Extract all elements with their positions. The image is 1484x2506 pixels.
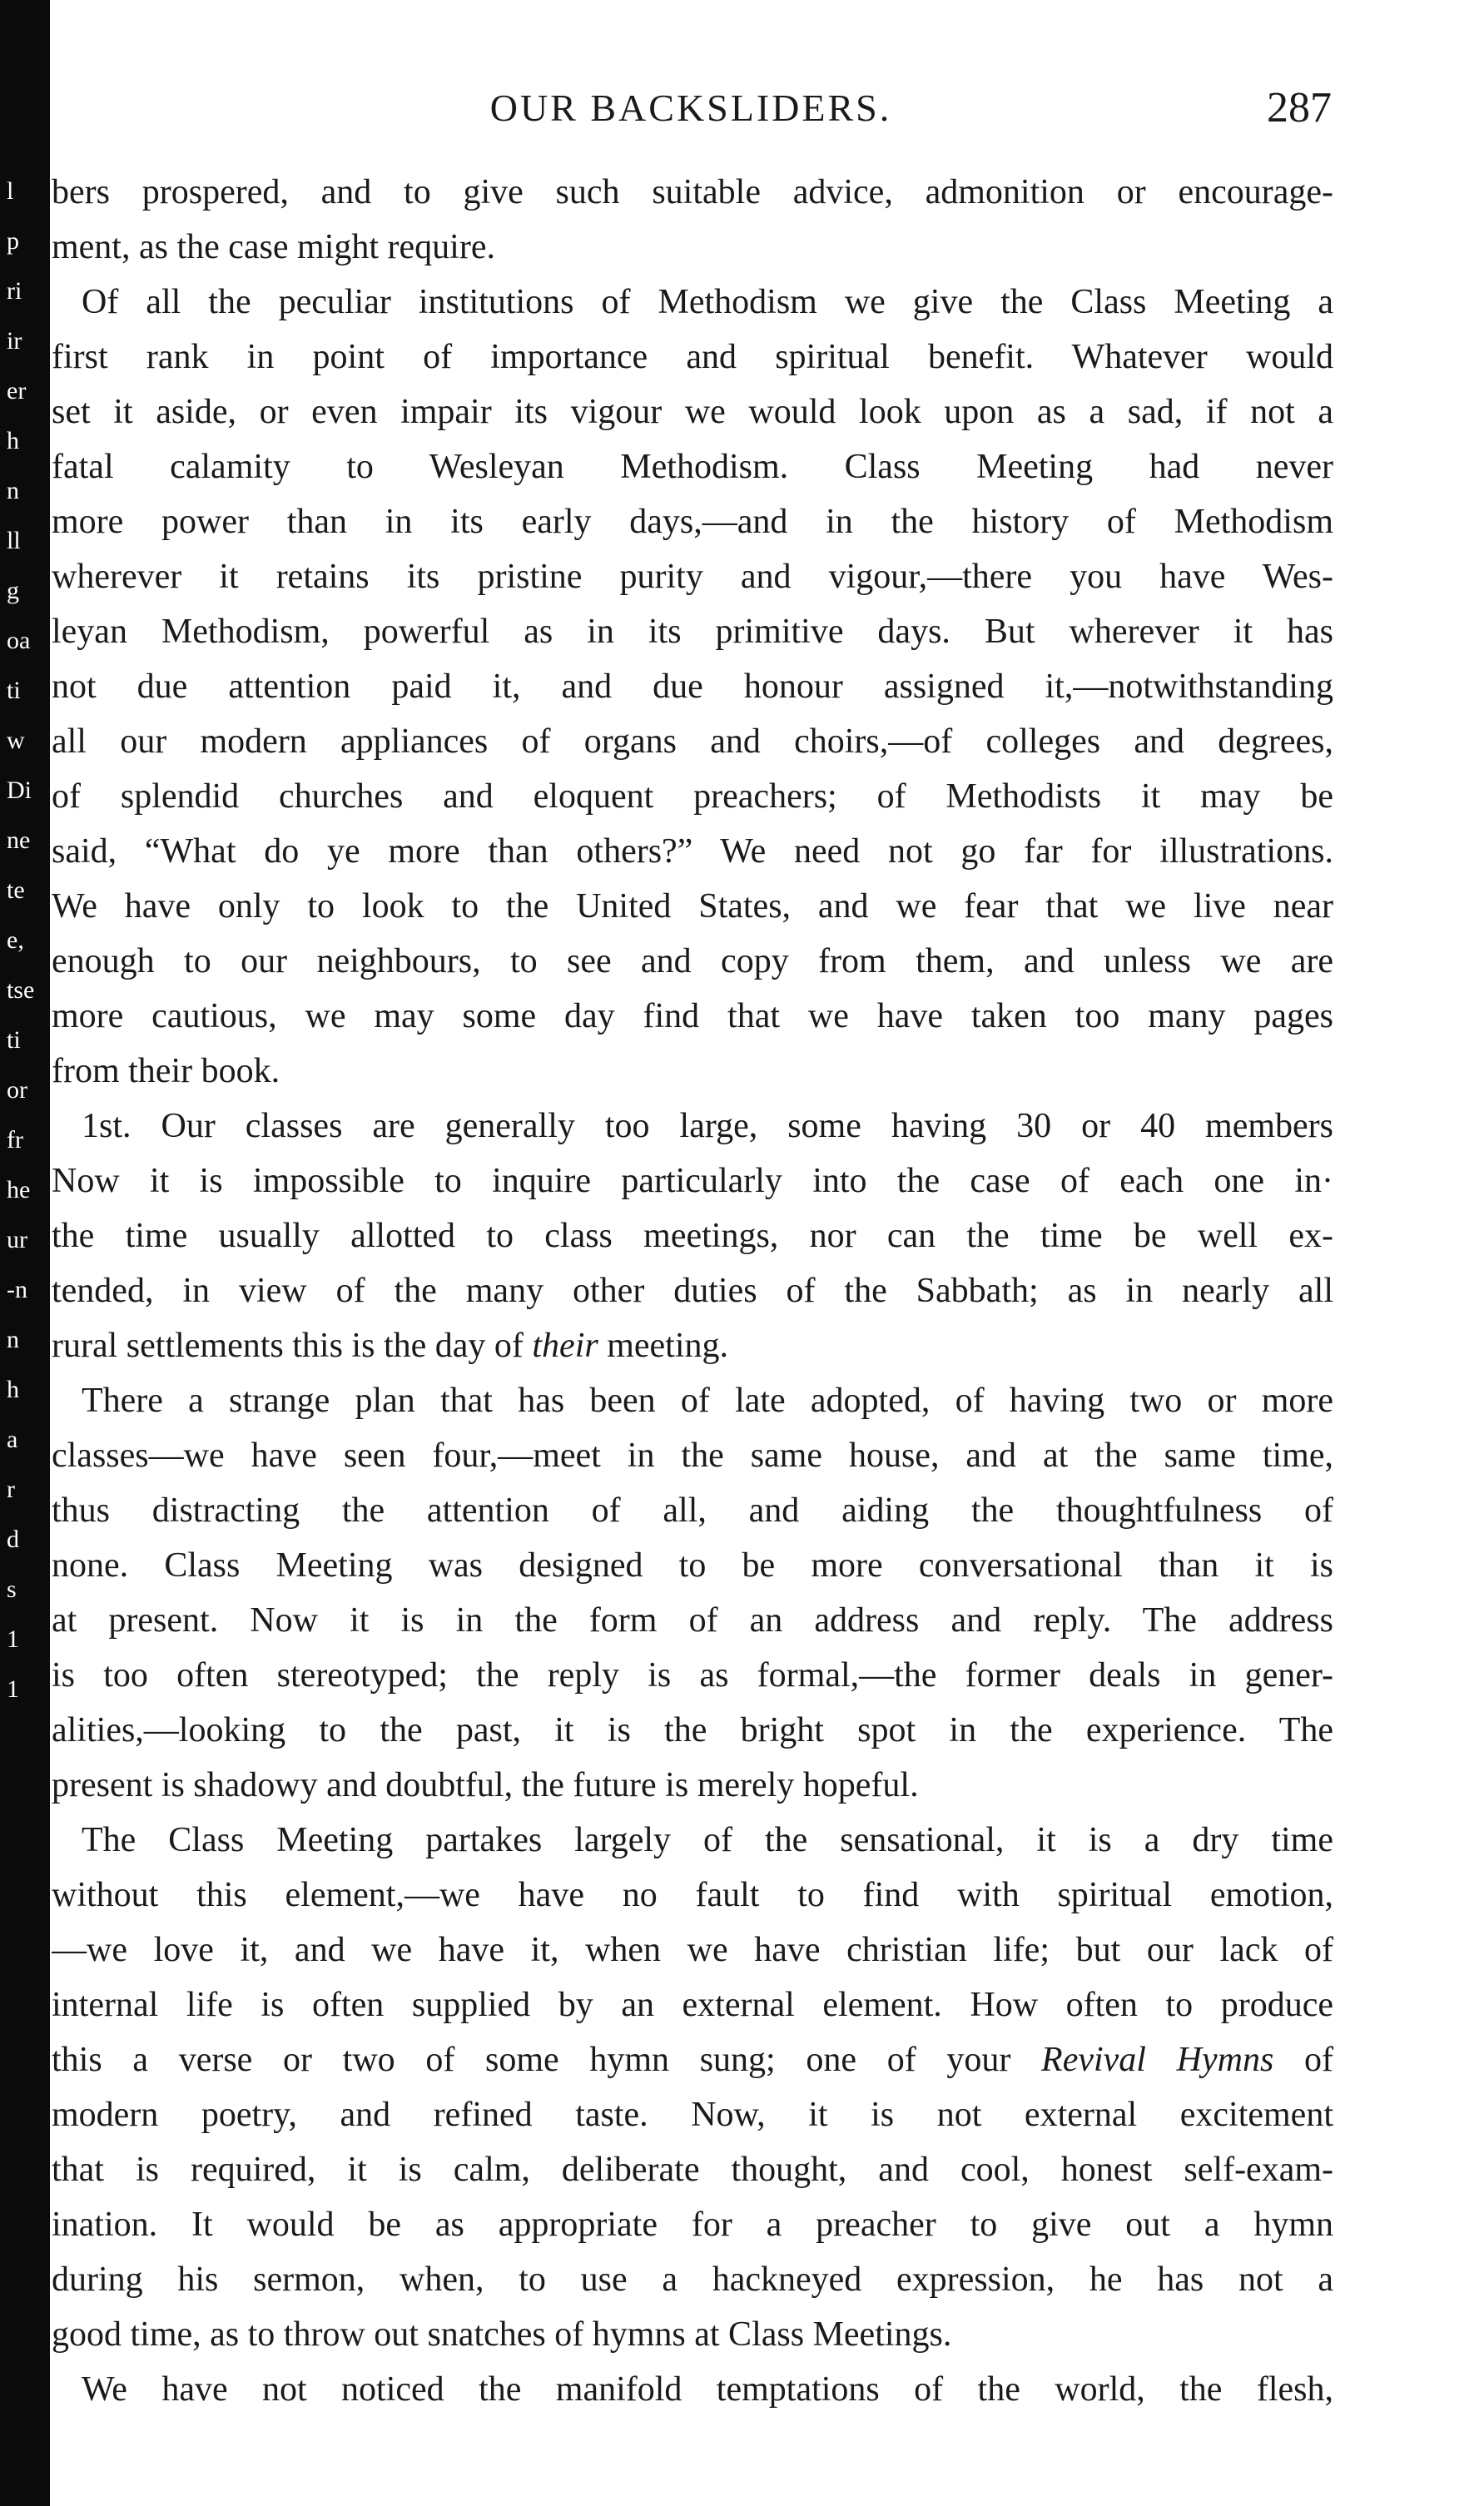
margin-fragment: r bbox=[7, 1476, 15, 1503]
margin-fragments bbox=[7, 166, 57, 2164]
margin-fragment: d bbox=[7, 1526, 19, 1553]
text-line: ment, as the case might require. bbox=[52, 228, 495, 266]
margin-fragment: -n bbox=[7, 1276, 27, 1303]
paragraph bbox=[52, 1099, 1333, 1813]
text-line: ination. It would be as appropriate for a preacher to give out a hymn bbox=[52, 2206, 1333, 2244]
margin-fragment: te bbox=[7, 876, 25, 904]
text-run: of bbox=[1273, 2041, 1333, 2079]
text-line: modern poetry, and refined taste. Now, it is not external excitement bbox=[52, 2096, 1333, 2134]
text-line bbox=[52, 1318, 1333, 1373]
text-line: from their book. bbox=[52, 1052, 280, 1090]
text-line: leyan Methodism, powerful as in its primitive days. But wherever it has bbox=[52, 613, 1333, 651]
page-number: 287 bbox=[1267, 84, 1332, 132]
running-head bbox=[50, 83, 1332, 133]
margin-fragment: w bbox=[7, 727, 25, 754]
text-line: fatal calamity to Wesleyan Methodism. Class Meeting had never bbox=[52, 448, 1333, 486]
margin-fragment: n bbox=[7, 477, 19, 504]
text-line: first rank in point of importance and spiritual benefit. Whatever would bbox=[52, 338, 1333, 376]
margin-fragment: ir bbox=[7, 327, 22, 355]
body-text bbox=[52, 165, 1333, 2417]
text-line: alities,—looking to the past, it is the bright spot in the experience. The bbox=[52, 1711, 1333, 1749]
text-line: thus distracting the attention of all, and aiding the thoughtfulness of bbox=[52, 1491, 1333, 1530]
text-line: enough to our neighbours, to see and copy from them, and unless we are bbox=[52, 942, 1333, 980]
text-line: of splendid churches and eloquent preachers; of Methodists it may be bbox=[52, 777, 1333, 816]
margin-fragment: 1 bbox=[7, 1625, 19, 1653]
margin-fragment: h bbox=[7, 427, 19, 454]
text-line: not due attention paid it, and due honour assigned it,—notwithstanding bbox=[52, 667, 1333, 706]
margin-fragment: oa bbox=[7, 627, 31, 654]
text-line: —we love it, and we have it, when we have christian life; but our lack of bbox=[52, 1931, 1333, 1969]
text-line: bers prospered, and to give such suitable advice, admonition or encourage- bbox=[52, 173, 1333, 211]
margin-fragment: 1 bbox=[7, 1675, 19, 1703]
text-line: that is required, it is calm, deliberate thought, and cool, honest self-exam- bbox=[52, 2151, 1333, 2189]
margin-fragment: s bbox=[7, 1576, 17, 1603]
margin-fragment: ne bbox=[7, 826, 31, 854]
paragraph bbox=[52, 2362, 1333, 2417]
text-line: at present. Now it is in the form of an address and reply. The address bbox=[52, 1601, 1333, 1640]
text-line: 1st. Our classes are generally too large, some having 30 or 40 members bbox=[82, 1107, 1333, 1145]
text-line: We have not noticed the manifold temptations of the world, the flesh, bbox=[82, 2370, 1333, 2409]
text-line: set it aside, or even impair its vigour we would look upon as a sad, if not a bbox=[52, 393, 1333, 431]
margin-fragment: ur bbox=[7, 1226, 27, 1253]
text-line: without this element,—we have no fault to find with spiritual emotion, bbox=[52, 1876, 1333, 1914]
paragraph bbox=[52, 165, 1333, 275]
text-line: Of all the peculiar institutions of Methodism we give the Class Meeting a bbox=[82, 283, 1333, 321]
paragraph bbox=[52, 275, 1333, 1099]
margin-fragment: er bbox=[7, 377, 27, 404]
margin-fragment: or bbox=[7, 1076, 27, 1104]
paragraph bbox=[52, 1813, 1333, 2362]
margin-fragment: g bbox=[7, 577, 19, 604]
margin-fragment: Di bbox=[7, 777, 32, 804]
text-line: more power than in its early days,—and in the history of Methodism bbox=[52, 503, 1333, 541]
text-run: rural settlements this is the day of bbox=[52, 1327, 533, 1365]
text-line: present is shadowy and doubtful, the future is merely hopeful. bbox=[52, 1766, 919, 1804]
italic-phrase: Revival Hymns bbox=[1041, 2041, 1274, 2079]
text-run: meeting. bbox=[598, 1327, 729, 1365]
margin-fragment: p bbox=[7, 227, 19, 255]
text-line: all our modern appliances of organs and choirs,—of colleges and degrees, bbox=[52, 722, 1333, 761]
text-line: tended, in view of the many other duties of the Sabbath; as in nearly all bbox=[52, 1272, 1333, 1310]
text-line: wherever it retains its pristine purity and vigour,—there you have Wes- bbox=[52, 558, 1333, 596]
italic-word: their bbox=[532, 1327, 598, 1365]
margin-fragment: tse bbox=[7, 976, 35, 1004]
running-title: OUR BACKSLIDERS. bbox=[489, 87, 892, 129]
margin-fragment: ri bbox=[7, 277, 22, 305]
text-line: There a strange plan that has been of late adopted, of having two or more bbox=[82, 1382, 1333, 1420]
margin-fragment: ll bbox=[7, 527, 21, 554]
text-run: this a verse or two of some hymn sung; one of your bbox=[52, 2041, 1042, 2079]
text-line: more cautious, we may some day find that we have taken too many pages bbox=[52, 997, 1333, 1035]
margin-fragment: ti bbox=[7, 1026, 21, 1054]
text-line: classes—we have seen four,—meet in the same house, and at the same time, bbox=[52, 1437, 1333, 1475]
margin-fragment: n bbox=[7, 1326, 19, 1353]
text-line: good time, as to throw out snatches of hymns at Class Meetings. bbox=[52, 2315, 952, 2354]
margin-fragment: l bbox=[7, 177, 14, 205]
margin-fragment: ti bbox=[7, 677, 21, 704]
text-line: said, “What do ye more than others?” We need not go far for illustrations. bbox=[52, 832, 1333, 871]
text-line: internal life is often supplied by an external element. How often to produce bbox=[52, 1986, 1333, 2024]
margin-fragment: h bbox=[7, 1376, 19, 1403]
text-line: We have only to look to the United States, and we fear that we live near bbox=[52, 887, 1333, 925]
text-line: none. Class Meeting was designed to be more conversational than it is bbox=[52, 1546, 1333, 1585]
text-line: is too often stereotyped; the reply is as formal,—the former deals in gener- bbox=[52, 1656, 1333, 1695]
margin-fragment: e, bbox=[7, 926, 24, 954]
text-line bbox=[52, 2032, 1333, 2087]
text-line: The Class Meeting partakes largely of the sensational, it is a dry time bbox=[82, 1821, 1333, 1859]
text-line: Now it is impossible to inquire particularly into the case of each one in· bbox=[52, 1162, 1333, 1200]
margin-fragment: a bbox=[7, 1426, 18, 1453]
margin-fragment: fr bbox=[7, 1126, 23, 1154]
text-line: the time usually allotted to class meetings, nor can the time be well ex- bbox=[52, 1217, 1333, 1255]
margin-fragment: he bbox=[7, 1176, 31, 1203]
text-line: during his sermon, when, to use a hackneyed expression, he has not a bbox=[52, 2260, 1333, 2299]
